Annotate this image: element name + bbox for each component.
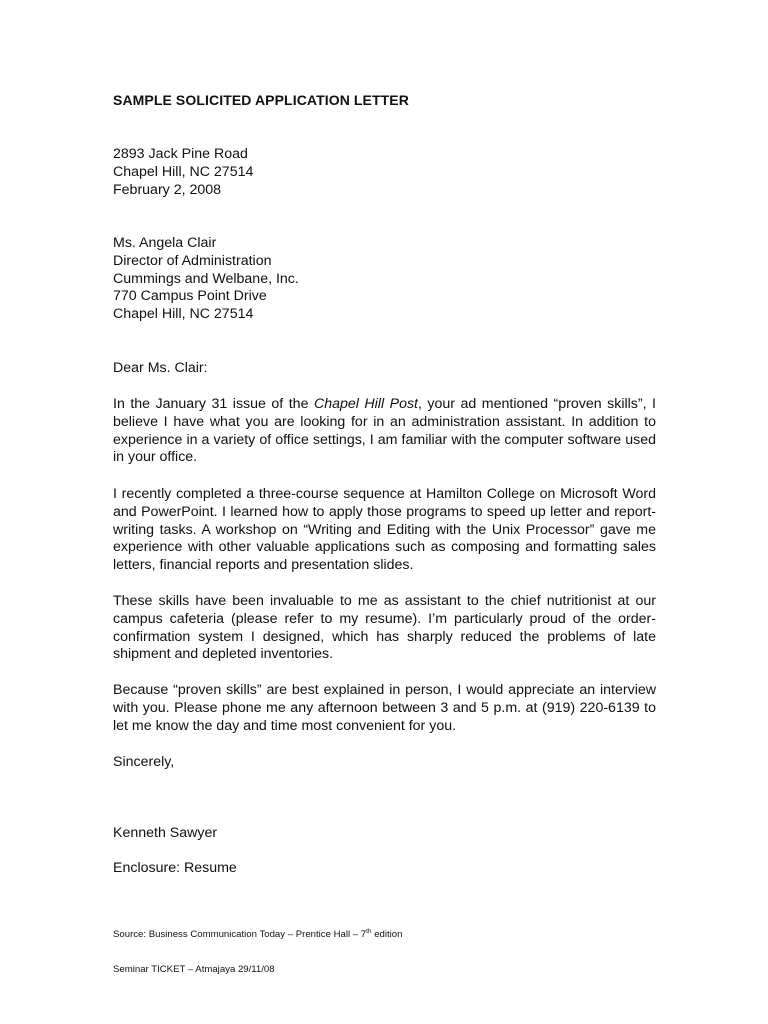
closing (113, 754, 656, 772)
recipient-street: 770 Campus Point Drive (113, 288, 267, 305)
paragraph-3 (113, 593, 656, 664)
paragraph-4 (113, 682, 656, 735)
paragraph-2-text: I recently completed a three-course sequence at Hamilton College on Microsoft Word and PowerPoint. I learned how to apply those programs to speed up letter and report-writing tasks. A workshop on “Writing and Editing with the Unix Processor” gave me experience with other valuable applications such as composing and formatting sales letters, financial reports and presentation slides. (113, 486, 656, 574)
signature (113, 825, 656, 843)
paragraph-1 (113, 396, 656, 467)
enclosure-text: Enclosure: Resume (113, 860, 237, 876)
sender-address (113, 146, 656, 199)
paragraph-1-text (113, 396, 656, 467)
paragraph-3-text: These skills have been invaluable to me as assistant to the chief nutritionist at our campus cafeteria (please refer to my resume). I’m particularly proud of the order-confirmation system I designed, which has sharply reduced the problems of late shipment and depleted inventories. (113, 593, 656, 663)
source-text: Source: Business Communication Today – Prentice Hall – 7 (113, 929, 367, 940)
recipient-company: Cummings and Welbane, Inc. (113, 270, 299, 287)
source-sup: th (366, 928, 372, 935)
p1-after: , your ad mentioned “proven skills”, I believe I have what you are looking for in an administration assistant. In addition to experience in a variety of office settings, I am familiar with the computer software used in your office. (113, 396, 656, 466)
paragraph-4-text: Because “proven skills” are best explained in person, I would appreciate an interview with you. Please phone me any afternoon between 3 and 5 p.m. at (919) 220-6139 to let me know the day and time most convenient for you. (113, 682, 656, 734)
enclosure (113, 860, 656, 878)
letter-title: SAMPLE SOLICITED APPLICATION LETTER (113, 92, 409, 108)
source-note (113, 929, 402, 940)
seminar-note: Seminar TICKET – Atmajaya 29/11/08 (113, 964, 275, 975)
paragraph-2 (113, 486, 656, 575)
recipient-title: Director of Administration (113, 252, 272, 269)
recipient-name: Ms. Angela Clair (113, 235, 217, 251)
sender-city: Chapel Hill, NC 27514 (113, 163, 254, 180)
letter-date: February 2, 2008 (113, 181, 222, 198)
p1-before: In the January 31 issue of the (113, 396, 314, 412)
salutation-text: Dear Ms. Clair: (113, 360, 208, 376)
recipient-city: Chapel Hill, NC 27514 (113, 306, 254, 323)
signature-name: Kenneth Sawyer (113, 825, 218, 841)
source-suffix: edition (371, 929, 403, 940)
sender-street: 2893 Jack Pine Road (113, 146, 248, 162)
publication-name: Chapel Hill Post (313, 396, 418, 412)
salutation (113, 360, 656, 378)
closing-text: Sincerely, (113, 754, 175, 770)
recipient-address (113, 235, 656, 324)
